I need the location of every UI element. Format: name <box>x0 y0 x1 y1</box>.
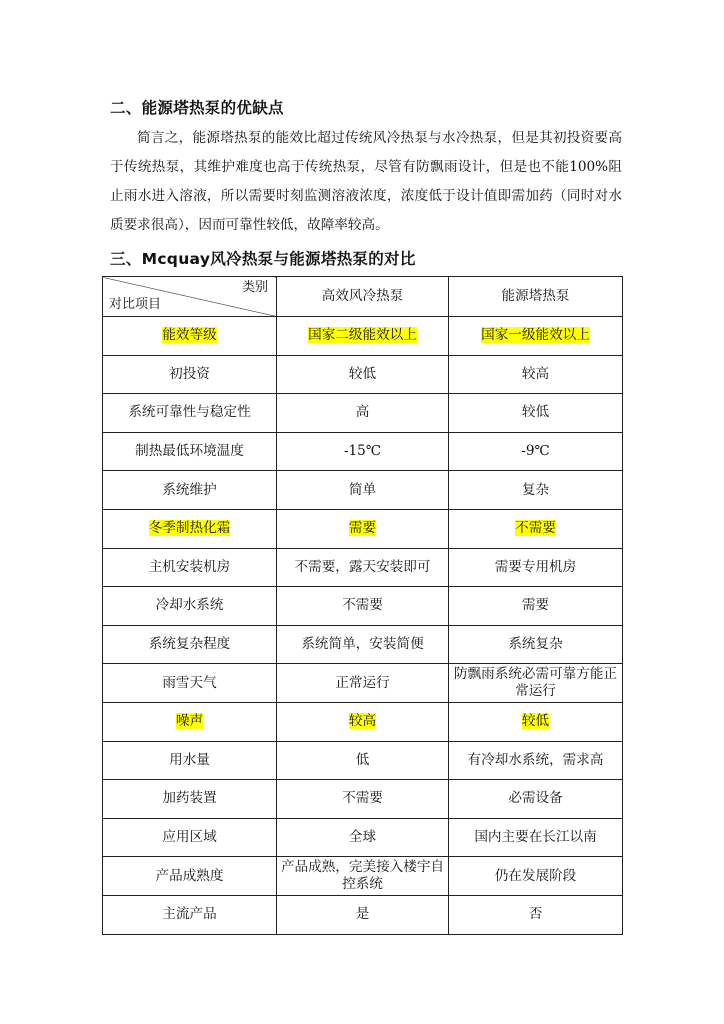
table-row <box>103 741 623 780</box>
cell-text: 系统可靠性与稳定性 <box>128 404 251 421</box>
cell-text: 系统复杂程度 <box>148 636 231 653</box>
air-cooled-cell <box>277 317 449 356</box>
section-3-heading: 三、Mcquay风冷热泵与能源塔热泵的对比 <box>110 250 416 268</box>
cell-text: 系统简单，安装简便 <box>301 636 424 653</box>
air-cooled-cell <box>277 818 449 857</box>
column-header-energy-tower: 能源塔热泵 <box>449 277 623 317</box>
cell-text: 较低 <box>521 404 550 421</box>
air-cooled-cell <box>277 780 449 819</box>
cell-text: 是 <box>355 906 370 923</box>
cell-text: 不需要 <box>342 597 383 614</box>
section-2-paragraph: 简言之，能源塔热泵的能效比超过传统风冷热泵与水冷热泵，但是其初投资要高于传统热泵，其维护难度也高于传统热泵，尽管有防飘雨设计，但是也不能100%阻止雨水进入溶液，所以需要时刻监测溶液浓度，浓度低于设计值即需加药（同时对水质要求很高），因而可靠性较低，故障率较高。 <box>110 130 622 233</box>
cell-text: 产品成熟，完美接入楼宇自控系统 <box>280 859 445 893</box>
cell-text: 否 <box>528 906 543 923</box>
energy-tower-cell <box>449 432 623 471</box>
item-cell <box>103 664 277 703</box>
item-cell <box>103 741 277 780</box>
energy-tower-cell <box>449 394 623 433</box>
item-cell <box>103 587 277 626</box>
cell-text: 初投资 <box>169 365 210 382</box>
comparison-table <box>102 276 623 935</box>
cell-text: 较高 <box>521 365 550 382</box>
air-cooled-cell <box>277 548 449 587</box>
item-cell <box>103 355 277 394</box>
table-row <box>103 664 623 703</box>
cell-text: 制热最低环境温度 <box>135 443 244 460</box>
cell-text: 不需要 <box>515 520 556 537</box>
air-cooled-cell <box>277 625 449 664</box>
cell-text: 有冷却水系统，需求高 <box>467 751 604 768</box>
cell-text: 冬季制热化霜 <box>148 520 231 537</box>
energy-tower-cell <box>449 355 623 394</box>
air-cooled-cell <box>277 664 449 703</box>
section-2-heading: 二、能源塔热泵的优缺点 <box>110 99 284 117</box>
cell-text: 防飘雨系统必需可靠方能正常运行 <box>453 666 618 700</box>
item-cell <box>103 509 277 548</box>
cell-text: 雨雪天气 <box>162 674 217 691</box>
cell-text: 国家一级能效以上 <box>481 327 590 344</box>
cell-text: 需要 <box>348 520 377 537</box>
item-label: 对比项目 <box>109 297 162 312</box>
cell-text: 较低 <box>348 365 377 382</box>
air-cooled-cell <box>277 355 449 394</box>
item-cell <box>103 895 277 934</box>
air-cooled-cell <box>277 895 449 934</box>
table-row <box>103 895 623 934</box>
cell-text: 需要专用机房 <box>494 558 577 575</box>
cell-text: 较低 <box>521 713 550 730</box>
energy-tower-cell <box>449 702 623 741</box>
table-row <box>103 857 623 896</box>
table-row <box>103 355 623 394</box>
cell-text: 复杂 <box>521 481 550 498</box>
item-cell <box>103 471 277 510</box>
cell-text: 产品成熟度 <box>155 867 224 884</box>
cell-text: 系统复杂 <box>508 636 563 653</box>
air-cooled-cell <box>277 471 449 510</box>
cell-text: 用水量 <box>169 751 210 768</box>
energy-tower-cell <box>449 857 623 896</box>
cell-text: 不需要 <box>342 790 383 807</box>
energy-tower-cell <box>449 317 623 356</box>
cell-text: 系统维护 <box>162 481 217 498</box>
energy-tower-cell <box>449 548 623 587</box>
cell-text: 必需设备 <box>508 790 563 807</box>
cell-text: 较高 <box>348 713 377 730</box>
item-cell <box>103 548 277 587</box>
diagonal-header-cell <box>103 277 277 317</box>
item-cell <box>103 432 277 471</box>
item-cell <box>103 857 277 896</box>
cell-text: -15℃ <box>343 443 382 460</box>
energy-tower-cell <box>449 625 623 664</box>
air-cooled-cell <box>277 702 449 741</box>
energy-tower-cell <box>449 741 623 780</box>
energy-tower-cell <box>449 471 623 510</box>
cell-text: 全球 <box>348 829 377 846</box>
table-row <box>103 780 623 819</box>
table-row <box>103 509 623 548</box>
item-cell <box>103 394 277 433</box>
cell-text: 低 <box>355 751 370 768</box>
table-row <box>103 702 623 741</box>
energy-tower-cell <box>449 895 623 934</box>
category-label: 类别 <box>241 280 268 295</box>
cell-text: 简单 <box>348 481 377 498</box>
table-row <box>103 432 623 471</box>
item-cell <box>103 818 277 857</box>
table-row <box>103 548 623 587</box>
cell-text: 国内主要在长江以南 <box>474 829 597 846</box>
cell-text: 主机安装机房 <box>148 558 231 575</box>
air-cooled-cell <box>277 857 449 896</box>
energy-tower-cell <box>449 818 623 857</box>
cell-text: 国家二级能效以上 <box>308 327 417 344</box>
air-cooled-cell <box>277 432 449 471</box>
air-cooled-cell <box>277 587 449 626</box>
cell-text: 能效等级 <box>162 327 217 344</box>
cell-text: 噪声 <box>175 713 204 730</box>
cell-text: 应用区域 <box>162 829 217 846</box>
cell-text: 正常运行 <box>335 674 390 691</box>
cell-text: -9℃ <box>521 443 550 460</box>
item-cell <box>103 702 277 741</box>
air-cooled-cell <box>277 741 449 780</box>
cell-text: 高 <box>355 404 370 421</box>
table-header-row <box>103 277 623 317</box>
table-row <box>103 317 623 356</box>
air-cooled-cell <box>277 394 449 433</box>
item-cell <box>103 780 277 819</box>
energy-tower-cell <box>449 780 623 819</box>
column-header-air-cooled: 高效风冷热泵 <box>277 277 449 317</box>
table-row <box>103 818 623 857</box>
table-row <box>103 394 623 433</box>
cell-text: 需要 <box>521 597 550 614</box>
table-row <box>103 625 623 664</box>
energy-tower-cell <box>449 587 623 626</box>
table-row <box>103 471 623 510</box>
cell-text: 不需要，露天安装即可 <box>294 558 431 575</box>
cell-text: 仍在发展阶段 <box>494 867 577 884</box>
cell-text: 加药装置 <box>162 790 217 807</box>
energy-tower-cell <box>449 509 623 548</box>
cell-text: 主流产品 <box>162 906 217 923</box>
cell-text: 冷却水系统 <box>155 597 224 614</box>
air-cooled-cell <box>277 509 449 548</box>
item-cell <box>103 317 277 356</box>
item-cell <box>103 625 277 664</box>
table-row <box>103 587 623 626</box>
energy-tower-cell <box>449 664 623 703</box>
